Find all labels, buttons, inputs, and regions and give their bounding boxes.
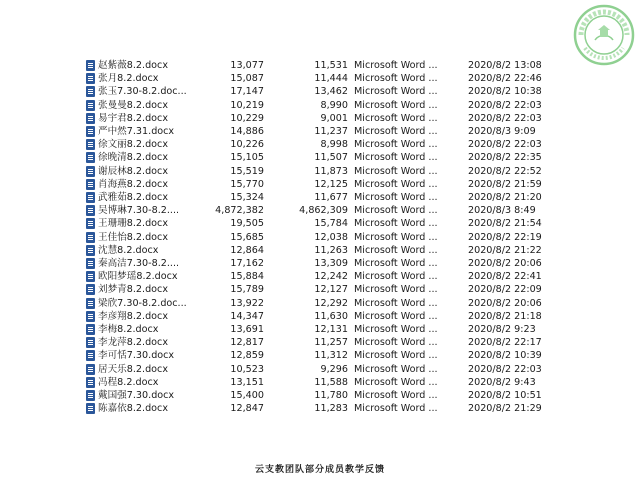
file-size: 15,087 [230,73,264,85]
file-modified: 2020/8/2 22:52 [468,165,542,177]
file-name: 谢辰林8.2.docx [98,165,168,177]
file-row[interactable] [84,138,566,151]
file-size: 15,519 [230,165,264,177]
file-row[interactable] [84,191,566,204]
file-row[interactable] [84,178,566,191]
file-row[interactable] [84,283,566,296]
file-modified: 2020/8/2 21:22 [468,244,542,256]
file-modified: 2020/8/2 20:06 [468,297,542,309]
file-type: Microsoft Word ... [354,60,438,71]
file-size: 10,219 [230,99,264,111]
file-name: 欧阳梦瑶8.2.docx [98,271,178,283]
file-row[interactable] [84,270,566,283]
file-type: Microsoft Word ... [354,112,438,124]
file-packed-size: 12,292 [314,297,348,309]
file-modified: 2020/8/2 22:03 [468,363,542,375]
file-size: 13,077 [230,60,264,71]
file-row[interactable] [84,297,566,310]
file-type: Microsoft Word ... [354,310,438,322]
file-modified: 2020/8/2 21:59 [468,178,542,190]
file-name-cell[interactable] [84,85,204,98]
file-name-cell[interactable] [84,99,204,112]
file-row[interactable] [84,310,566,323]
file-packed-size: 9,296 [320,363,348,375]
file-packed-size: 12,127 [314,284,348,296]
file-row[interactable] [84,72,566,85]
file-name: 居天乐8.2.docx [98,363,168,375]
file-modified: 2020/8/2 21:18 [468,310,542,322]
file-size: 15,884 [230,271,264,283]
file-packed-size: 11,507 [314,152,348,164]
file-size: 10,226 [230,139,264,151]
word-document-icon [86,139,95,150]
file-row[interactable] [84,349,566,362]
file-packed-size: 11,237 [314,126,348,137]
file-packed-size: 8,998 [320,139,348,151]
file-name: 李梅8.2.docx [98,324,159,335]
word-document-icon [86,245,95,256]
file-name-cell[interactable] [84,323,204,336]
file-name: 李彦翔8.2.docx [98,310,168,322]
file-type: Microsoft Word ... [354,390,438,401]
word-document-icon [86,152,95,163]
file-size: 15,770 [230,178,264,190]
word-document-icon [86,258,95,269]
word-document-icon [86,113,95,124]
file-row[interactable] [84,165,566,178]
file-modified: 2020/8/2 22:19 [468,231,542,243]
file-type: Microsoft Word ... [354,403,438,415]
file-name-cell[interactable] [84,165,204,178]
file-packed-size: 11,312 [314,350,348,362]
file-type: Microsoft Word ... [354,73,438,85]
file-name: 戴国强7.30.docx [98,390,175,401]
file-type: Microsoft Word ... [354,350,438,362]
file-name-cell[interactable] [84,376,204,389]
file-size: 13,151 [230,376,264,388]
file-modified: 2020/8/2 21:29 [468,403,542,415]
file-type: Microsoft Word ... [354,205,438,217]
file-packed-size: 9,001 [320,112,348,124]
file-name: 陈嘉依8.2.docx [98,403,168,415]
word-document-icon [86,271,95,282]
file-size: 10,229 [230,112,264,124]
word-document-icon [86,126,95,137]
file-packed-size: 11,630 [314,310,348,322]
file-modified: 2020/8/2 22:46 [468,73,542,85]
file-name-cell[interactable] [84,151,204,164]
word-document-icon [86,337,95,348]
file-modified: 2020/8/2 22:41 [468,271,542,283]
file-type: Microsoft Word ... [354,218,438,230]
file-row[interactable] [84,125,566,138]
file-row[interactable] [84,231,566,244]
file-packed-size: 11,531 [314,60,348,71]
file-name: 武雅茹8.2.docx [98,192,168,203]
file-modified: 2020/8/2 10:51 [468,390,542,401]
file-packed-size: 11,677 [314,192,348,203]
file-type: Microsoft Word ... [354,337,438,349]
file-packed-size: 12,038 [314,231,348,243]
word-document-icon [86,86,95,97]
file-name: 沈慧8.2.docx [98,244,159,256]
file-modified: 2020/8/2 21:20 [468,192,542,203]
file-size: 15,400 [230,390,264,401]
file-name: 李龙萍8.2.docx [98,337,168,349]
file-type: Microsoft Word ... [354,244,438,256]
file-type: Microsoft Word ... [354,231,438,243]
file-modified: 2020/8/2 10:38 [468,86,542,98]
file-packed-size: 13,309 [314,258,348,269]
file-type: Microsoft Word ... [354,258,438,269]
file-row[interactable] [84,376,566,389]
file-packed-size: 11,588 [314,376,348,388]
file-size: 15,105 [230,152,264,164]
file-row[interactable] [84,363,566,376]
file-modified: 2020/8/3 8:49 [468,205,536,217]
file-type: Microsoft Word ... [354,271,438,283]
word-document-icon [86,324,95,335]
file-type: Microsoft Word ... [354,165,438,177]
file-modified: 2020/8/2 22:03 [468,112,542,124]
file-row[interactable] [84,112,566,125]
file-size: 17,147 [230,86,264,98]
file-type: Microsoft Word ... [354,192,438,203]
file-packed-size: 13,462 [314,86,348,98]
file-packed-size: 11,263 [314,244,348,256]
word-document-icon [86,364,95,375]
file-type: Microsoft Word ... [354,363,438,375]
file-row[interactable] [84,323,566,336]
file-size: 14,886 [230,126,264,137]
file-size: 10,523 [230,363,264,375]
word-document-icon [86,403,95,414]
file-name-cell[interactable] [84,257,204,270]
file-name: 徐晚清8.2.docx [98,152,168,164]
file-name: 李可恬7.30.docx [98,350,175,362]
file-packed-size: 11,257 [314,337,348,349]
file-type: Microsoft Word ... [354,376,438,388]
file-packed-size: 12,125 [314,178,348,190]
file-name: 赵紫薇8.2.docx [98,60,168,71]
word-document-icon [86,218,95,229]
file-name-cell[interactable] [84,349,204,362]
file-name-cell[interactable] [84,270,204,283]
file-packed-size: 15,784 [314,218,348,230]
file-name-cell[interactable] [84,178,204,191]
file-row[interactable] [84,151,566,164]
file-packed-size: 11,444 [314,73,348,85]
file-list [84,59,566,419]
file-size: 13,922 [230,297,264,309]
file-type: Microsoft Word ... [354,139,438,151]
file-name-cell[interactable] [84,112,204,125]
file-name-cell[interactable] [84,125,204,138]
file-name: 冯程8.2.docx [98,376,159,388]
file-type: Microsoft Word ... [354,99,438,111]
file-row[interactable] [84,217,566,230]
file-size: 19,505 [230,218,264,230]
slide-caption: 云支教团队部分成员教学反馈 [254,465,385,475]
file-size: 15,789 [230,284,264,296]
file-type: Microsoft Word ... [354,178,438,190]
file-size: 4,872,382 [215,205,264,217]
file-modified: 2020/8/2 20:06 [468,258,542,269]
file-row[interactable] [84,59,566,72]
file-name-cell[interactable] [84,72,204,85]
file-modified: 2020/8/2 10:39 [468,350,542,362]
file-row[interactable] [84,204,566,217]
word-document-icon [86,60,95,71]
file-modified: 2020/8/2 22:03 [468,139,542,151]
file-name-cell[interactable] [84,231,204,244]
file-name-cell[interactable] [84,191,204,204]
file-packed-size: 11,780 [314,390,348,401]
file-size: 12,847 [230,403,264,415]
file-type: Microsoft Word ... [354,297,438,309]
file-name: 徐文丽8.2.docx [98,139,168,151]
file-size: 17,162 [230,258,264,269]
file-size: 14,347 [230,310,264,322]
file-modified: 2020/8/2 9:43 [468,376,536,388]
school-emblem-logo [573,4,635,66]
file-modified: 2020/8/2 13:08 [468,60,542,71]
file-packed-size: 11,283 [314,403,348,415]
file-row[interactable] [84,336,566,349]
file-size: 12,817 [230,337,264,349]
file-row[interactable] [84,389,566,402]
file-name-cell[interactable] [84,402,204,415]
word-document-icon [86,179,95,190]
file-name-cell[interactable] [84,217,204,230]
word-document-icon [86,232,95,243]
file-type: Microsoft Word ... [354,284,438,296]
file-name: 王佳怡8.2.docx [98,231,168,243]
file-row[interactable] [84,257,566,270]
file-name-cell[interactable] [84,59,204,72]
file-packed-size: 11,873 [314,165,348,177]
file-packed-size: 12,242 [314,271,348,283]
word-document-icon [86,311,95,322]
file-name: 张曼曼8.2.docx [98,99,168,111]
file-size: 13,691 [230,324,264,335]
word-document-icon [86,377,95,388]
file-name-cell[interactable] [84,336,204,349]
file-modified: 2020/8/2 22:17 [468,337,542,349]
file-name: 严中然7.31.docx [98,126,175,137]
file-name: 刘梦青8.2.docx [98,284,168,296]
word-document-icon [86,298,95,309]
word-document-icon [86,73,95,84]
file-type: Microsoft Word ... [354,126,438,137]
file-name-cell[interactable] [84,310,204,323]
file-modified: 2020/8/2 22:35 [468,152,542,164]
file-name: 易宇君8.2.docx [98,112,168,124]
file-packed-size: 8,990 [320,99,348,111]
file-size: 12,864 [230,244,264,256]
file-name-cell[interactable] [84,244,204,257]
file-size: 15,685 [230,231,264,243]
file-name: 张玉7.30-8.2.doc... [98,86,187,98]
file-size: 15,324 [230,192,264,203]
file-modified: 2020/8/3 9:09 [468,126,536,137]
file-row[interactable] [84,244,566,257]
file-name-cell[interactable] [84,363,204,376]
word-document-icon [86,390,95,401]
word-document-icon [86,350,95,361]
file-name: 梁欣7.30-8.2.doc... [98,297,187,309]
file-packed-size: 4,862,309 [299,205,348,217]
file-name: 秦高洁7.30-8.2.... [98,258,180,269]
file-modified: 2020/8/2 9:23 [468,324,536,335]
file-modified: 2020/8/2 21:54 [468,218,542,230]
file-row[interactable] [84,99,566,112]
file-row[interactable] [84,402,566,415]
file-row[interactable] [84,85,566,98]
file-type: Microsoft Word ... [354,324,438,335]
word-document-icon [86,100,95,111]
word-document-icon [86,166,95,177]
file-name-cell[interactable] [84,283,204,296]
file-name-cell[interactable] [84,138,204,151]
word-document-icon [86,284,95,295]
file-name: 肖海燕8.2.docx [98,178,168,190]
word-document-icon [86,192,95,203]
file-modified: 2020/8/2 22:03 [468,99,542,111]
file-name-cell[interactable] [84,297,204,310]
file-modified: 2020/8/2 22:09 [468,284,542,296]
file-name-cell[interactable] [84,204,204,217]
file-size: 12,859 [230,350,264,362]
file-name-cell[interactable] [84,389,204,402]
file-name: 王珊珊8.2.docx [98,218,168,230]
file-packed-size: 12,131 [314,324,348,335]
word-document-icon [86,205,95,216]
file-type: Microsoft Word ... [354,152,438,164]
file-name: 张月8.2.docx [98,73,159,85]
file-name: 吴博琳7.30-8.2.... [98,205,180,217]
file-type: Microsoft Word ... [354,86,438,98]
